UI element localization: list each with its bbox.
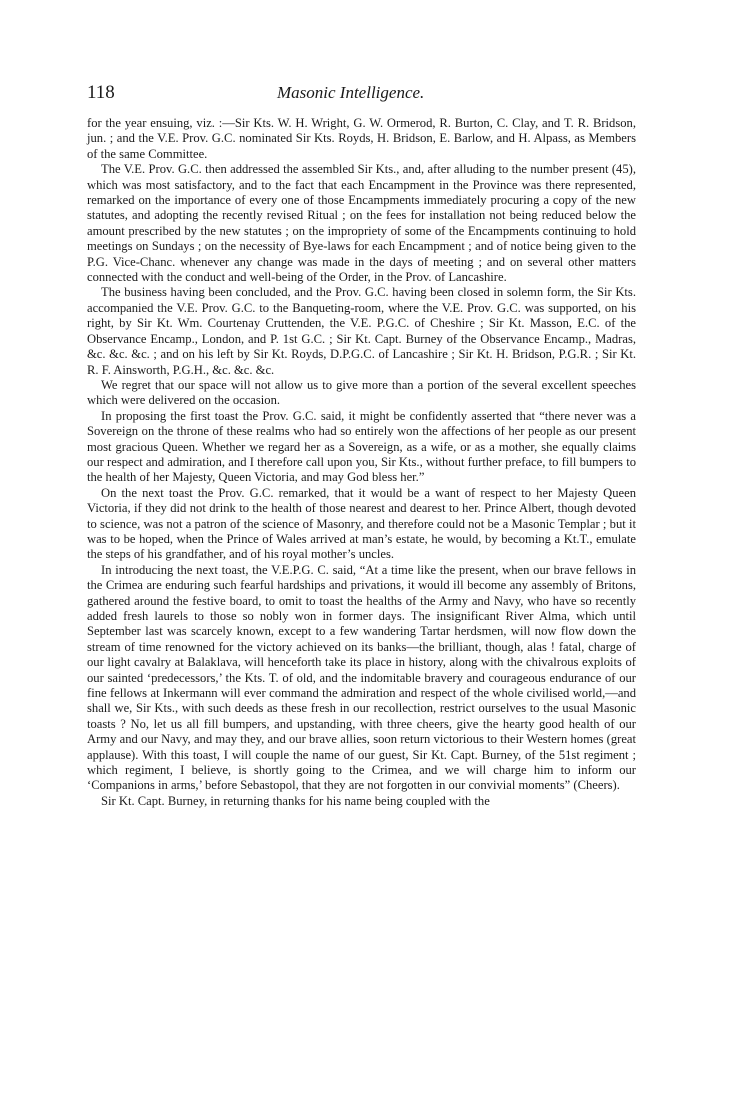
paragraph-next-toast: On the next toast the Prov. G.C. remarked, that it would be a want of respect to her Majesty Queen Victoria, if they did not drink to the health of those nearest and dearest to her. Prince Albert, though devoted to science, was not a patron of the science of Masonry, and therefore could not be a Masonic Templar ; but it was to be hoped, when the Prince of Wales arrived at man’s estate, he would, by becoming a Kt.T., emulate the steps of his grandfather, and of his royal mother’s uncles. bbox=[87, 485, 636, 562]
paragraph-army-navy-toast: In introducing the next toast, the V.E.P.G. C. said, “At a time like the present, when our brave fellows in the Crimea are enduring such fearful hardships and privations, it would ill become any assembly of Britons, gathered around the festive board, to omit to toast the healths of the Army and Navy, who have so recently added fresh laurels to those so nobly won in former days. The insignificant River Alma, which until September last was scarcely known, except to a few wandering Tartar herdsmen, will now flow down the stream of time renowned for the victory achieved on its banks—the brilliant, though, alas ! fatal, charge of our light cavalry at Balaklava, will henceforth take its place in history, along with the chivalrous exploits of our sainted ‘predecessors,’ the Kts. T. of old, and the indomitable bravery and courageous endurance of our fine fellows at Inkermann will ever command the admiration and respect of the whole civilised world,—and shall we, Sir Kts., with such deeds as these fresh in our recollection, restrict ourselves to the usual Masonic toasts ? No, let us all fill bumpers, and upstanding, with three cheers, give the hearty good health of our Army and our Navy, and may they, and our brave allies, soon return victorious to their Western homes (great applause). With this toast, I will couple the name of our guest, Sir Kt. Capt. Burney, of the 51st regiment ; which regiment, I believe, is shortly going to the Crimea, and we will charge him to inform our ‘Companions in arms,’ before Sebastopol, that they are not forgotten in our convivial moments” (Cheers). bbox=[87, 562, 636, 793]
page-number: 118 bbox=[87, 82, 115, 103]
paragraph-address: The V.E. Prov. G.C. then addressed the assembled Sir Kts., and, after alluding to the number present (45), which was most satisfactory, and to the fact that each Encampment in the Province was there represented, remarked on the importance of every one of those Encampments immediately procuring a copy of the new statutes, and adopting the recently revised Ritual ; on the fees for installation not being reduced below the amount prescribed by the new statutes ; on the impropriety of some of the Encampments continuing to hold meetings on Sundays ; on the necessity of Bye-laws for each Encampment ; and of notice being given to the P.G. Vice-Chanc. whenever any change was made in the days of meeting ; and on several other matters connected with the conduct and well-being of the Order, in the Prov. of Lancashire. bbox=[87, 162, 636, 285]
article-body bbox=[87, 116, 636, 809]
running-title: Masonic Intelligence. bbox=[277, 83, 425, 102]
page bbox=[87, 82, 636, 809]
paragraph-reply: Sir Kt. Capt. Burney, in returning thanks for his name being coupled with the bbox=[101, 793, 490, 808]
paragraph-banquet: The business having been concluded, and the Prov. G.C. having been closed in solemn form, the Sir Kts. accompanied the V.E. Prov. G.C. to the Banqueting-room, where the V.E. Prov. G.C. was supported, on his right, by Sir Kt. Wm. Courtenay Cruttenden, the V.E. P.G.C. of Cheshire ; Sir Kt. Masson, E.C. of the Observance Encamp., London, and P. 1st G.C. ; Sir Kt. Capt. Burney of the Observance Encamp., Madras, &c. &c. &c. ; and on his left by Sir Kt. Royds, D.P.G.C. of Lancashire ; Sir Kt. H. Bridson, P.G.R. ; Sir Kt. R. F. Ainsworth, P.G.H., &c. &c. &c. bbox=[87, 285, 636, 377]
paragraph-committee: for the year ensuing, viz. :—Sir Kts. W. H. Wright, G. W. Ormerod, R. Burton, C. Clay, and T. R. Bridson, jun. ; and the V.E. Prov. G.C. nominated Sir Kts. Royds, H. Bridson, E. Barlow, and H. Alpass, as Members of the same Committee. bbox=[87, 116, 636, 161]
paragraph-first-toast: In proposing the first toast the Prov. G.C. said, it might be confidently asserted that “there never was a Sovereign on the throne of these realms who had so entirely won the affections of her people as our present most gracious Queen. Whether we regard her as a Sovereign, as a wife, or as a mother, she equally claims our respect and admiration, and I therefore call upon you, Sir Kts., without further preface, to fill bumpers to the health of her Majesty, Queen Victoria, and may God bless her.” bbox=[87, 408, 636, 485]
paragraph-speeches-note: We regret that our space will not allow us to give more than a portion of the several excellent speeches which were delivered on the occasion. bbox=[87, 377, 636, 408]
page-header bbox=[87, 82, 636, 104]
